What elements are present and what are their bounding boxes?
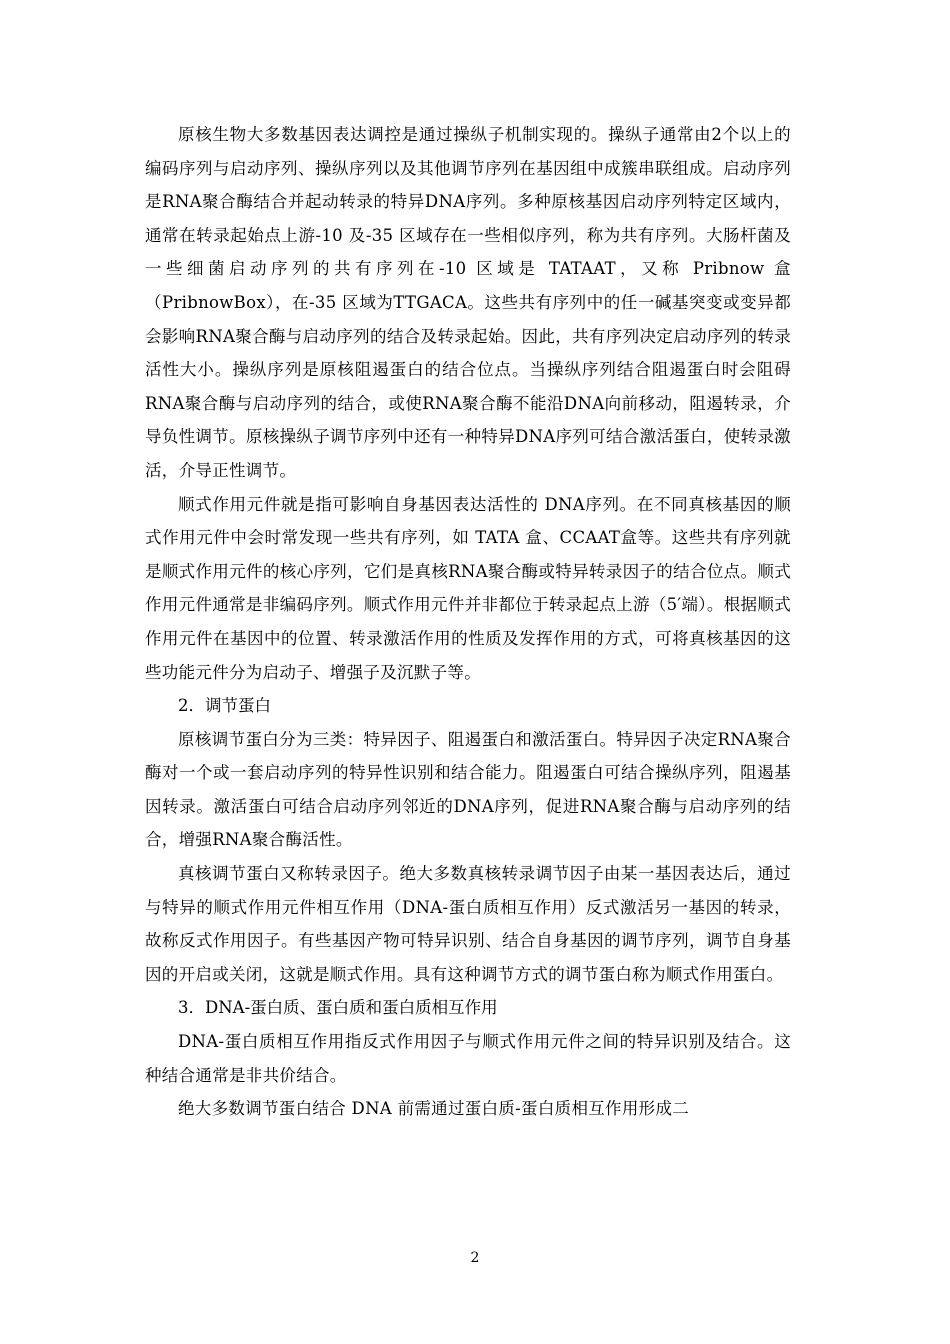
document-body [145, 118, 791, 1126]
section-heading-regulatory-proteins: 2．调节蛋白 [178, 696, 271, 716]
paragraph-operon: 原核生物大多数基因表达调控是通过操纵子机制实现的。操纵子通常由2个以上的编码序列与启动序列、操纵序列以及其他调节序列在基因组中成簇串联组成。启动序列是RNA聚合酶结合并起动转录的特异DNA序列。多种原核基因启动序列特定区域内，通常在转录起始点上游-10 及-35 区域存在一些相似序列，称为共有序列。大肠杆菌及一些细菌启动序列的共有序列在-10 区域是 TATAAT，又称 Pribnow 盒（PribnowBox），在-35 区域为TTGACA。这些共有序列中的任一碱基突变或变异都会影响RNA聚合酶与启动序列的结合及转录起始。因此，共有序列决定启动序列的转录活性大小。操纵序列是原核阻遏蛋白的结合位点。当操纵序列结合阻遏蛋白时会阻碍RNA聚合酶与启动序列的结合，或使RNA聚合酶不能沿DNA向前移动，阻遏转录，介导负性调节。原核操纵子调节序列中还有一种特异DNA序列可结合激活蛋白，使转录激活，介导正性调节。 [145, 125, 791, 480]
page-number: 2 [470, 1250, 480, 1266]
paragraph-cis-acting-elements: 顺式作用元件就是指可影响自身基因表达活性的 DNA序列。在不同真核基因的顺式作用元件中会时常发现一些共有序列，如 TATA 盒、CCAAT盒等。这些共有序列就是顺式作用元件的核心序列，它们是真核RNA聚合酶或特异转录因子的结合位点。顺式作用元件通常是非编码序列。顺式作用元件并非都位于转录起点上游（5′端）。根据顺式作用元件在基因中的位置、转录激活作用的性质及发挥作用的方式，可将真核基因的这些功能元件分为启动子、增强子及沉默子等。 [145, 494, 791, 682]
paragraph-prokaryotic-regulatory-proteins: 原核调节蛋白分为三类：特异因子、阻遏蛋白和激活蛋白。特异因子决定RNA聚合酶对一个或一套启动序列的特异性识别和结合能力。阻遏蛋白可结合操纵序列，阻遏基因转录。激活蛋白可结合启动序列邻近的DNA序列，促进RNA聚合酶与启动序列的结合，增强RNA聚合酶活性。 [145, 729, 791, 850]
section-heading-protein-interactions: 3．DNA-蛋白质、蛋白质和蛋白质相互作用 [178, 998, 498, 1018]
paragraph-eukaryotic-transcription-factors: 真核调节蛋白又称转录因子。绝大多数真核转录调节因子由某一基因表达后，通过与特异的顺式作用元件相互作用（DNA-蛋白质相互作用）反式激活另一基因的转录，故称反式作用因子。有些基因产物可特异识别、结合自身基因的调节序列，调节自身基因的开启或关闭，这就是顺式作用。具有这种调节方式的调节蛋白称为顺式作用蛋白。 [145, 864, 791, 984]
paragraph-protein-protein-interaction: 绝大多数调节蛋白结合 DNA 前需通过蛋白质-蛋白质相互作用形成二 [178, 1099, 690, 1119]
paragraph-dna-protein-interaction: DNA-蛋白质相互作用指反式作用因子与顺式作用元件之间的特异识别及结合。这种结合通常是非共价结合。 [145, 1032, 791, 1085]
